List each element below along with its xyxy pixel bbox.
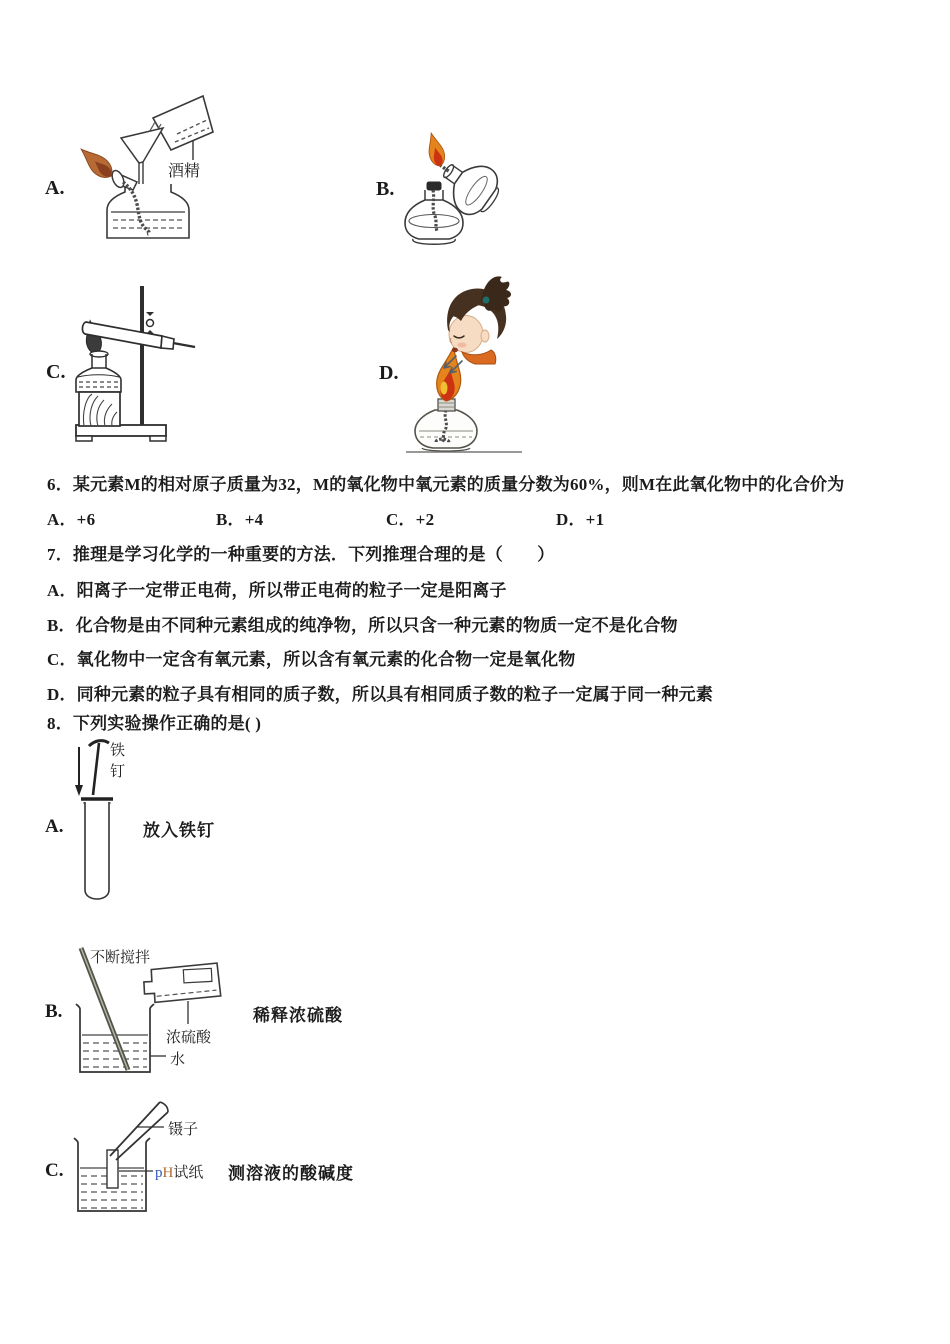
ph-paper-h: H xyxy=(162,1165,174,1181)
question-6-option-a: A．+6 xyxy=(47,510,96,529)
stir-annotation: 不断搅拌 xyxy=(90,950,151,966)
water-annotation: 水 xyxy=(170,1052,186,1068)
question-7-option-d: D．同种元素的粒子具有相同的质子数，所以具有相同质子数的粒子一定属于同一种元素 xyxy=(47,685,714,704)
figure-label-b: B. xyxy=(376,178,395,200)
figure-label-a: A. xyxy=(45,177,65,199)
q8-item-a-label: A. xyxy=(45,816,64,837)
q8-item-a-caption: 放入铁钉 xyxy=(143,821,215,840)
question-7-option-c: C．氧化物中一定含有氧元素，所以含有氧元素的化合物一定是氧化物 xyxy=(47,650,576,669)
figure-ph-paper-in-solution xyxy=(66,1100,236,1230)
figure-stand-heating-tube xyxy=(62,268,202,448)
question-7-stem: 7．推理是学习化学的一种重要的方法．下列推理合理的是（ ） xyxy=(47,545,555,564)
question-7-option-b: B．化合物是由不同种元素组成的纯净物，所以只含一种元素的物质一定不是化合物 xyxy=(47,616,678,635)
question-6-stem: 6．某元素M的相对原子质量为32，M的氧化物中氧元素的质量分数为60%，则M在此氧化物中的化合价为 xyxy=(47,475,845,494)
acid-annotation: 浓硫酸 xyxy=(166,1030,212,1046)
question-6-option-b: B．+4 xyxy=(216,510,264,529)
q8-item-b-caption: 稀释浓硫酸 xyxy=(253,1006,343,1025)
ph-paper-p: p xyxy=(155,1165,163,1181)
iron-nail-char-2: 钉 xyxy=(110,764,126,780)
question-6-option-d: D．+1 xyxy=(556,510,605,529)
tweezers-annotation: 镊子 xyxy=(168,1122,199,1138)
iron-nail-char-1: 铁 xyxy=(110,743,126,759)
iron-nail-annotation xyxy=(110,741,125,783)
figure-light-lamp-from-lamp xyxy=(395,128,530,263)
alcohol-label: 酒精 xyxy=(168,163,201,180)
ph-paper-annotation xyxy=(155,1161,203,1182)
question-7-option-a: A．阳离子一定带正电荷，所以带正电荷的粒子一定是阳离子 xyxy=(47,581,507,600)
figure-label-c: C. xyxy=(46,361,66,383)
question-8-stem: 8．下列实验操作正确的是( ) xyxy=(47,714,262,733)
q8-item-b-label: B. xyxy=(45,1001,63,1022)
ph-paper-rest: 试纸 xyxy=(173,1165,204,1181)
question-6-option-c: C．+2 xyxy=(386,510,435,529)
q8-item-c-label: C. xyxy=(45,1160,64,1181)
q8-item-c-caption: 测溶液的酸碱度 xyxy=(228,1164,354,1183)
figure-label-d: D. xyxy=(379,362,399,384)
figure-blow-out-lamp xyxy=(402,272,527,462)
